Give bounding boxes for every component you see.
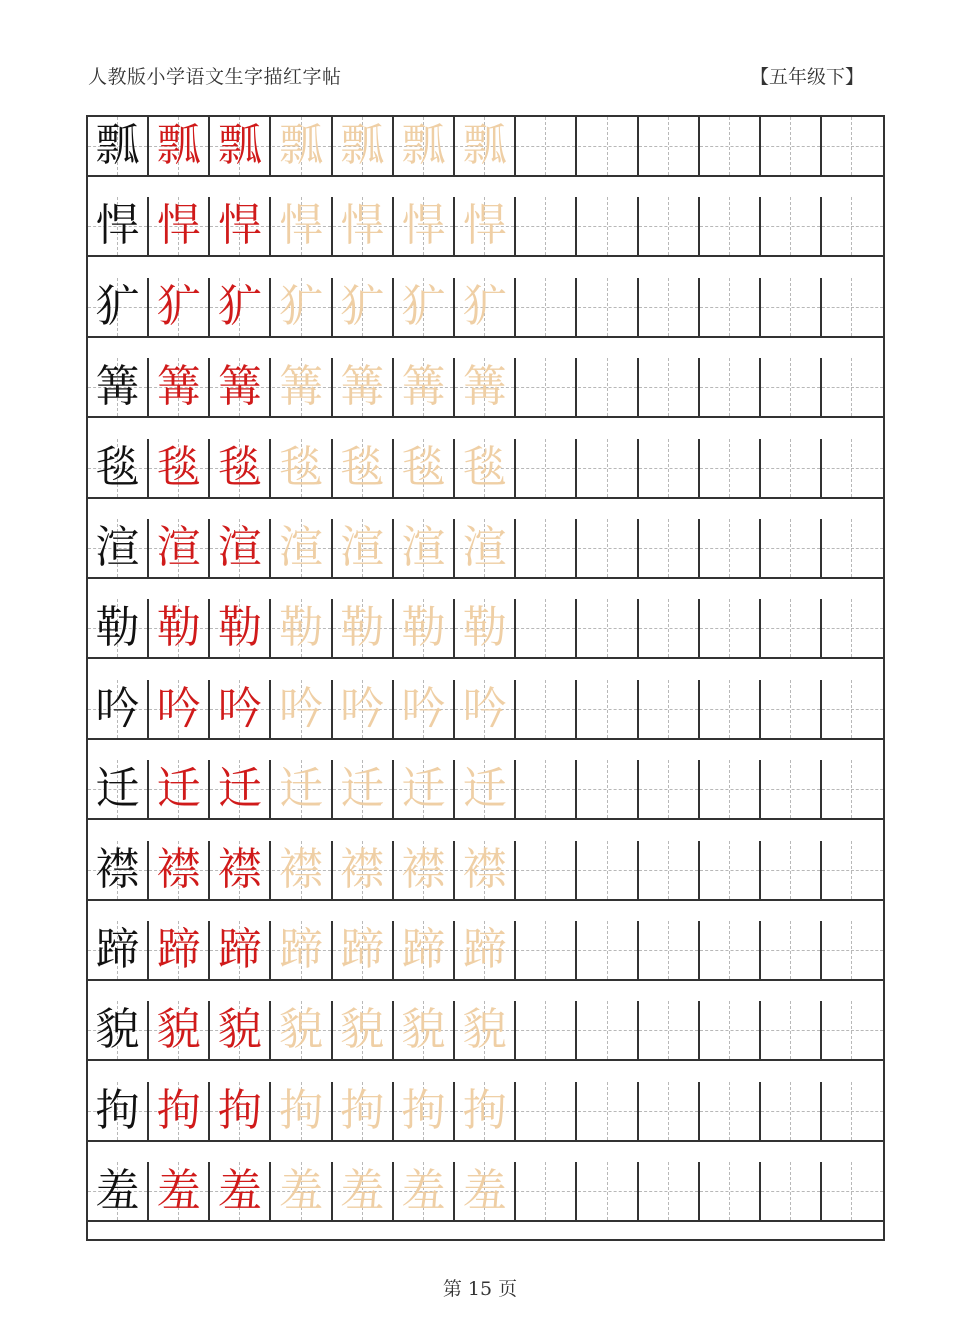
trace-character: 悍 <box>340 200 385 252</box>
red-sample-character: 吟 <box>156 682 201 734</box>
empty-practice-cell[interactable] <box>639 439 700 497</box>
trace-character: 毯 <box>279 441 324 493</box>
trace-cell <box>394 197 455 255</box>
trace-cell <box>394 599 455 657</box>
trace-character: 悍 <box>279 200 324 252</box>
trace-character: 悍 <box>462 200 507 252</box>
empty-practice-cell[interactable] <box>822 841 883 899</box>
red-cell <box>210 358 271 416</box>
empty-practice-cell[interactable] <box>578 1162 639 1220</box>
red-sample-character: 瓢 <box>156 120 201 171</box>
trace-cell <box>333 519 394 577</box>
trace-character: 貌 <box>279 1004 324 1056</box>
trace-character: 襟 <box>462 843 507 895</box>
model-character: 蹄 <box>95 924 140 975</box>
trace-character: 拘 <box>462 1084 507 1136</box>
empty-practice-cell[interactable] <box>700 519 761 577</box>
red-cell <box>149 1001 210 1059</box>
trace-character: 勒 <box>279 602 324 654</box>
trace-cell <box>333 841 394 899</box>
empty-practice-cell[interactable] <box>700 1162 761 1220</box>
practice-row <box>88 278 883 338</box>
trace-cell <box>333 680 394 738</box>
trace-cell <box>455 1162 516 1220</box>
trace-character: 毯 <box>401 441 446 493</box>
trace-character: 渲 <box>401 522 446 573</box>
trace-character: 瓢 <box>340 120 385 171</box>
trace-cell <box>272 760 333 818</box>
trace-cell <box>394 117 455 175</box>
empty-practice-cell[interactable] <box>639 1082 700 1140</box>
red-sample-character: 羞 <box>156 1165 201 1217</box>
empty-practice-cell[interactable] <box>516 519 577 577</box>
trace-character: 羞 <box>401 1165 446 1217</box>
red-sample-character: 貌 <box>156 1004 201 1056</box>
empty-practice-cell[interactable] <box>578 358 639 416</box>
red-cell <box>210 599 271 657</box>
trace-character: 篝 <box>401 361 446 413</box>
trace-cell <box>272 1082 333 1140</box>
empty-practice-cell[interactable] <box>578 519 639 577</box>
trace-character: 迁 <box>279 763 324 815</box>
empty-practice-cell[interactable] <box>822 680 883 738</box>
model-character: 襟 <box>95 843 140 895</box>
empty-practice-cell[interactable] <box>761 278 822 336</box>
empty-practice-cell[interactable] <box>639 760 700 818</box>
model-character: 悍 <box>95 200 140 252</box>
red-sample-character: 襟 <box>217 843 262 895</box>
practice-row <box>88 358 883 418</box>
red-cell <box>149 760 210 818</box>
trace-character: 勒 <box>462 602 507 654</box>
trace-cell <box>455 599 516 657</box>
empty-practice-cell[interactable] <box>578 197 639 255</box>
trace-character: 蹄 <box>401 924 446 975</box>
trace-cell <box>333 1082 394 1140</box>
trace-cell <box>394 278 455 336</box>
red-cell <box>149 197 210 255</box>
red-cell <box>210 519 271 577</box>
empty-practice-cell[interactable] <box>700 760 761 818</box>
trace-cell <box>333 921 394 979</box>
model-cell <box>88 1001 149 1059</box>
model-character: 瓢 <box>95 120 140 171</box>
empty-practice-cell[interactable] <box>822 1082 883 1140</box>
empty-practice-cell[interactable] <box>761 197 822 255</box>
empty-practice-cell[interactable] <box>578 278 639 336</box>
red-cell <box>149 278 210 336</box>
model-character: 拘 <box>95 1084 140 1136</box>
trace-character: 毯 <box>462 441 507 493</box>
model-cell <box>88 1082 149 1140</box>
trace-cell <box>455 1082 516 1140</box>
red-sample-character: 篝 <box>217 361 262 413</box>
model-cell <box>88 841 149 899</box>
empty-practice-cell[interactable] <box>822 439 883 497</box>
trace-character: 犷 <box>340 280 385 332</box>
trace-cell <box>455 841 516 899</box>
practice-row <box>88 117 883 177</box>
empty-practice-cell[interactable] <box>516 1162 577 1220</box>
empty-practice-cell[interactable] <box>639 278 700 336</box>
red-sample-character: 勒 <box>156 602 201 654</box>
model-character: 吟 <box>95 682 140 734</box>
model-cell <box>88 599 149 657</box>
empty-practice-cell[interactable] <box>700 921 761 979</box>
trace-cell <box>272 841 333 899</box>
trace-cell <box>272 1001 333 1059</box>
trace-character: 勒 <box>401 602 446 654</box>
trace-character: 襟 <box>279 843 324 895</box>
trace-character: 犷 <box>462 280 507 332</box>
red-sample-character: 襟 <box>156 843 201 895</box>
trace-character: 羞 <box>340 1165 385 1217</box>
practice-grid <box>86 115 885 1241</box>
trace-character: 貌 <box>401 1004 446 1056</box>
trace-character: 吟 <box>462 682 507 734</box>
red-sample-character: 瓢 <box>217 120 262 171</box>
trace-character: 吟 <box>401 682 446 734</box>
trace-cell <box>394 439 455 497</box>
trace-character: 蹄 <box>462 924 507 975</box>
trace-cell <box>272 278 333 336</box>
red-sample-character: 拘 <box>217 1084 262 1136</box>
model-character: 篝 <box>95 361 140 413</box>
practice-row <box>88 680 883 740</box>
empty-practice-cell[interactable] <box>700 197 761 255</box>
model-character: 貌 <box>95 1004 140 1056</box>
empty-practice-cell[interactable] <box>761 1162 822 1220</box>
empty-practice-cell[interactable] <box>761 1001 822 1059</box>
empty-practice-cell[interactable] <box>639 599 700 657</box>
practice-row <box>88 599 883 659</box>
practice-row <box>88 1082 883 1142</box>
red-cell <box>149 117 210 175</box>
empty-practice-cell[interactable] <box>516 841 577 899</box>
practice-row <box>88 841 883 901</box>
empty-practice-cell[interactable] <box>822 117 883 175</box>
trace-cell <box>394 841 455 899</box>
page-title: 人教版小学语文生字描红字帖 <box>88 66 342 88</box>
trace-character: 渲 <box>340 522 385 573</box>
red-cell <box>210 117 271 175</box>
practice-row <box>88 519 883 579</box>
red-sample-character: 蹄 <box>217 924 262 975</box>
empty-practice-cell[interactable] <box>700 841 761 899</box>
empty-practice-cell[interactable] <box>700 599 761 657</box>
empty-practice-cell[interactable] <box>822 519 883 577</box>
empty-practice-cell[interactable] <box>516 680 577 738</box>
trace-character: 迁 <box>401 763 446 815</box>
model-cell <box>88 680 149 738</box>
trace-character: 蹄 <box>340 924 385 975</box>
red-sample-character: 蹄 <box>156 924 201 975</box>
model-character: 迁 <box>95 763 140 815</box>
empty-practice-cell[interactable] <box>578 439 639 497</box>
trace-character: 悍 <box>401 200 446 252</box>
red-cell <box>149 358 210 416</box>
trace-cell <box>394 519 455 577</box>
empty-practice-cell[interactable] <box>516 760 577 818</box>
empty-practice-cell[interactable] <box>761 439 822 497</box>
empty-practice-cell[interactable] <box>822 1001 883 1059</box>
model-cell <box>88 1162 149 1220</box>
empty-practice-cell[interactable] <box>761 760 822 818</box>
red-cell <box>149 1082 210 1140</box>
practice-row <box>88 439 883 499</box>
empty-practice-cell[interactable] <box>761 1082 822 1140</box>
red-cell <box>210 841 271 899</box>
model-character: 渲 <box>95 522 140 573</box>
model-cell <box>88 278 149 336</box>
trace-character: 渲 <box>279 522 324 573</box>
empty-practice-cell[interactable] <box>516 1001 577 1059</box>
model-character: 勒 <box>95 602 140 654</box>
red-sample-character: 貌 <box>217 1004 262 1056</box>
trace-cell <box>394 1001 455 1059</box>
empty-practice-cell[interactable] <box>761 358 822 416</box>
trace-character: 毯 <box>340 441 385 493</box>
empty-practice-cell[interactable] <box>639 519 700 577</box>
trace-cell <box>272 599 333 657</box>
red-cell <box>210 1001 271 1059</box>
empty-practice-cell[interactable] <box>639 1162 700 1220</box>
trace-cell <box>333 117 394 175</box>
empty-practice-cell[interactable] <box>822 760 883 818</box>
red-cell <box>149 921 210 979</box>
empty-practice-cell[interactable] <box>700 117 761 175</box>
trace-cell <box>272 1162 333 1220</box>
trace-cell <box>333 599 394 657</box>
red-cell <box>210 439 271 497</box>
trace-cell <box>272 519 333 577</box>
red-cell <box>210 1162 271 1220</box>
empty-practice-cell[interactable] <box>761 117 822 175</box>
red-sample-character: 犷 <box>156 280 201 332</box>
trace-cell <box>455 519 516 577</box>
trace-cell <box>455 921 516 979</box>
trace-character: 篝 <box>462 361 507 413</box>
trace-cell <box>455 439 516 497</box>
empty-practice-cell[interactable] <box>700 358 761 416</box>
trace-cell <box>333 278 394 336</box>
trace-character: 襟 <box>401 843 446 895</box>
trace-character: 瓢 <box>401 120 446 171</box>
empty-practice-cell[interactable] <box>639 921 700 979</box>
empty-practice-cell[interactable] <box>700 439 761 497</box>
empty-practice-cell[interactable] <box>700 1001 761 1059</box>
red-cell <box>149 1162 210 1220</box>
trace-cell <box>394 1162 455 1220</box>
trace-cell <box>455 197 516 255</box>
red-cell <box>210 921 271 979</box>
trace-cell <box>272 680 333 738</box>
grade-label: 【五年级下】 <box>749 66 864 88</box>
practice-row <box>88 1162 883 1222</box>
empty-practice-cell[interactable] <box>822 358 883 416</box>
trace-cell <box>394 921 455 979</box>
empty-practice-cell[interactable] <box>578 841 639 899</box>
empty-practice-cell[interactable] <box>639 680 700 738</box>
empty-practice-cell[interactable] <box>578 921 639 979</box>
trace-character: 犷 <box>279 280 324 332</box>
red-sample-character: 犷 <box>217 280 262 332</box>
trace-character: 蹄 <box>279 924 324 975</box>
red-sample-character: 毯 <box>217 441 262 493</box>
empty-practice-cell[interactable] <box>700 278 761 336</box>
red-cell <box>149 680 210 738</box>
model-cell <box>88 197 149 255</box>
empty-practice-cell[interactable] <box>761 680 822 738</box>
trace-character: 襟 <box>340 843 385 895</box>
trace-cell <box>394 760 455 818</box>
trace-character: 貌 <box>340 1004 385 1056</box>
trace-cell <box>333 760 394 818</box>
trace-cell <box>333 197 394 255</box>
empty-practice-cell[interactable] <box>578 680 639 738</box>
trace-character: 迁 <box>462 763 507 815</box>
practice-row <box>88 197 883 257</box>
trace-character: 迁 <box>340 763 385 815</box>
empty-practice-cell[interactable] <box>578 1001 639 1059</box>
trace-cell <box>272 117 333 175</box>
trace-character: 瓢 <box>462 120 507 171</box>
trace-cell <box>272 439 333 497</box>
empty-practice-cell[interactable] <box>822 278 883 336</box>
empty-practice-cell[interactable] <box>822 921 883 979</box>
empty-practice-cell[interactable] <box>822 197 883 255</box>
model-character: 羞 <box>95 1165 140 1217</box>
model-cell <box>88 760 149 818</box>
trace-cell <box>394 1082 455 1140</box>
trace-character: 羞 <box>279 1165 324 1217</box>
empty-practice-cell[interactable] <box>578 117 639 175</box>
red-sample-character: 吟 <box>217 682 262 734</box>
empty-practice-cell[interactable] <box>516 197 577 255</box>
red-sample-character: 篝 <box>156 361 201 413</box>
empty-practice-cell[interactable] <box>639 841 700 899</box>
trace-cell <box>333 358 394 416</box>
trace-cell <box>333 439 394 497</box>
model-cell <box>88 117 149 175</box>
trace-cell <box>272 921 333 979</box>
red-cell <box>149 599 210 657</box>
red-sample-character: 渲 <box>217 522 262 573</box>
practice-row <box>88 921 883 981</box>
model-cell <box>88 358 149 416</box>
trace-cell <box>272 197 333 255</box>
empty-practice-cell[interactable] <box>700 1082 761 1140</box>
empty-practice-cell[interactable] <box>761 599 822 657</box>
red-sample-character: 毯 <box>156 441 201 493</box>
model-character: 毯 <box>95 441 140 493</box>
trace-character: 羞 <box>462 1165 507 1217</box>
model-cell <box>88 921 149 979</box>
empty-practice-cell[interactable] <box>578 760 639 818</box>
empty-practice-cell[interactable] <box>578 599 639 657</box>
red-sample-character: 羞 <box>217 1165 262 1217</box>
red-sample-character: 勒 <box>217 602 262 654</box>
empty-practice-cell[interactable] <box>516 439 577 497</box>
empty-practice-cell[interactable] <box>822 599 883 657</box>
red-cell <box>210 760 271 818</box>
trace-cell <box>272 358 333 416</box>
model-cell <box>88 519 149 577</box>
trace-character: 渲 <box>462 522 507 573</box>
trace-cell <box>333 1001 394 1059</box>
trace-cell <box>455 760 516 818</box>
empty-practice-cell[interactable] <box>516 278 577 336</box>
red-sample-character: 迁 <box>217 763 262 815</box>
trace-character: 拘 <box>279 1084 324 1136</box>
trace-character: 拘 <box>340 1084 385 1136</box>
red-cell <box>210 1082 271 1140</box>
red-cell <box>149 439 210 497</box>
trace-character: 犷 <box>401 280 446 332</box>
red-sample-character: 迁 <box>156 763 201 815</box>
empty-practice-cell[interactable] <box>639 358 700 416</box>
trace-character: 瓢 <box>279 120 324 171</box>
empty-practice-cell[interactable] <box>822 1162 883 1220</box>
trace-cell <box>455 680 516 738</box>
model-character: 犷 <box>95 280 140 332</box>
red-cell <box>149 841 210 899</box>
trace-character: 篝 <box>340 361 385 413</box>
trace-cell <box>333 1162 394 1220</box>
trace-character: 吟 <box>279 682 324 734</box>
trace-character: 拘 <box>401 1084 446 1136</box>
practice-row <box>88 760 883 820</box>
empty-practice-cell[interactable] <box>639 197 700 255</box>
empty-practice-cell[interactable] <box>700 680 761 738</box>
empty-practice-cell[interactable] <box>761 921 822 979</box>
practice-row <box>88 1001 883 1061</box>
empty-practice-cell[interactable] <box>516 599 577 657</box>
trace-cell <box>394 358 455 416</box>
empty-practice-cell[interactable] <box>516 921 577 979</box>
trace-cell <box>394 680 455 738</box>
trace-cell <box>455 117 516 175</box>
empty-practice-cell[interactable] <box>578 1082 639 1140</box>
trace-character: 勒 <box>340 602 385 654</box>
red-cell <box>210 197 271 255</box>
empty-practice-cell[interactable] <box>761 841 822 899</box>
red-sample-character: 拘 <box>156 1084 201 1136</box>
trace-cell <box>455 1001 516 1059</box>
page-number: 第 15 页 <box>442 1278 518 1300</box>
trace-character: 吟 <box>340 682 385 734</box>
red-cell <box>149 519 210 577</box>
red-sample-character: 悍 <box>156 200 201 252</box>
red-sample-character: 渲 <box>156 522 201 573</box>
empty-practice-cell[interactable] <box>516 358 577 416</box>
model-cell <box>88 439 149 497</box>
red-sample-character: 悍 <box>217 200 262 252</box>
empty-practice-cell[interactable] <box>761 519 822 577</box>
trace-character: 貌 <box>462 1004 507 1056</box>
red-cell <box>210 680 271 738</box>
empty-practice-cell[interactable] <box>639 1001 700 1059</box>
red-cell <box>210 278 271 336</box>
trace-character: 篝 <box>279 361 324 413</box>
empty-practice-cell[interactable] <box>516 117 577 175</box>
trace-cell <box>455 278 516 336</box>
empty-practice-cell[interactable] <box>639 117 700 175</box>
empty-practice-cell[interactable] <box>516 1082 577 1140</box>
trace-cell <box>455 358 516 416</box>
